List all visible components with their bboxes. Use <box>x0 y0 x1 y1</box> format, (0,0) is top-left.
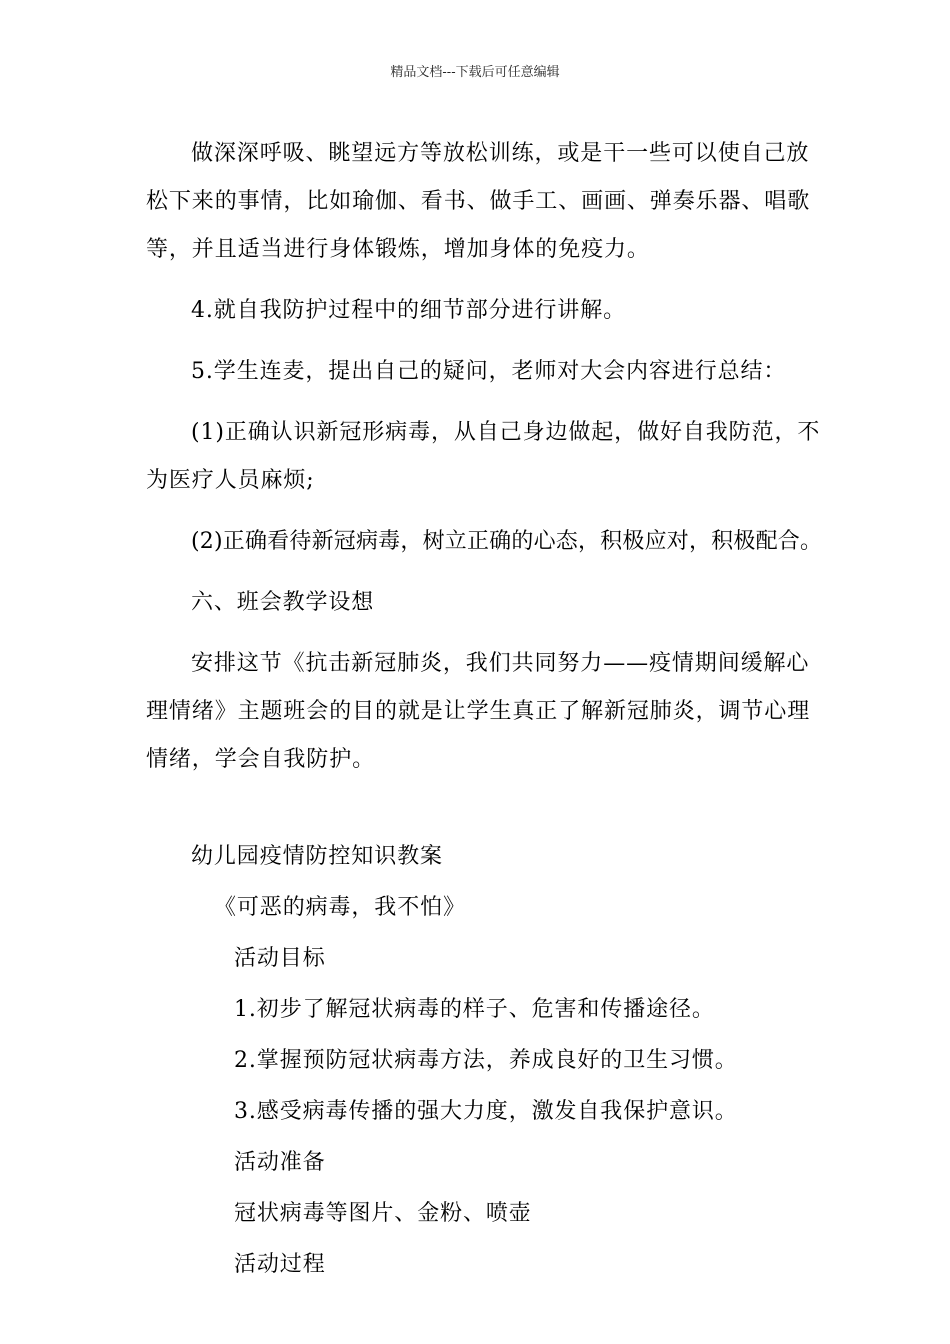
goal-item-1: 1.初步了解冠状病毒的样子、危害和传播途径。 <box>234 997 715 1022</box>
paragraph-summary-1: (1)正确认识新冠形病毒，从自己身边做起，做好自我防范，不为医疗人员麻烦; <box>146 420 821 493</box>
paragraph-step-4: 4.就自我防护过程中的细节部分进行讲解。 <box>191 298 626 323</box>
section-kindergarten-plan <box>146 833 826 1289</box>
section-spacer <box>146 797 826 833</box>
prep-items: 冠状病毒等图片、金粉、喷壶 <box>234 1201 532 1226</box>
heading-teaching-idea: 六、班会教学设想 <box>191 590 375 615</box>
plan-subtitle: 《可恶的病毒，我不怕》 <box>214 895 466 920</box>
paragraph-teaching-idea: 安排这节《抗击新冠肺炎，我们共同努力——疫情期间缓解心理情绪》主题班会的目的就是让学生真正了解新冠肺炎，调节心理情绪，学会自我防护。 <box>146 651 811 772</box>
goals-heading: 活动目标 <box>234 946 326 971</box>
process-heading: 活动过程 <box>234 1252 326 1277</box>
section-class-meeting <box>146 130 826 784</box>
plan-title: 幼儿园疫情防控知识教案 <box>191 844 443 869</box>
goal-item-3: 3.感受病毒传播的强大力度，激发自我保护意识。 <box>234 1099 738 1124</box>
prep-heading: 活动准备 <box>234 1150 326 1175</box>
paragraph-step-5: 5.学生连麦，提出自己的疑问，老师对大会内容进行总结： <box>191 359 787 384</box>
page-header: 精品文档---下载后可任意编辑 <box>390 65 560 80</box>
paragraph-summary-2: (2)正确看待新冠病毒，树立正确的心态，积极应对，积极配合。 <box>191 529 823 554</box>
document-body <box>146 130 826 1292</box>
paragraph-relaxation: 做深深呼吸、眺望远方等放松训练，或是干一些可以使自己放松下来的事情，比如瑜伽、看书、做手工、画画、弹奏乐器、唱歌等，并且适当进行身体锻炼，增加身体的免疫力。 <box>146 141 811 262</box>
goal-item-2: 2.掌握预防冠状病毒方法，养成良好的卫生习惯。 <box>234 1048 738 1073</box>
